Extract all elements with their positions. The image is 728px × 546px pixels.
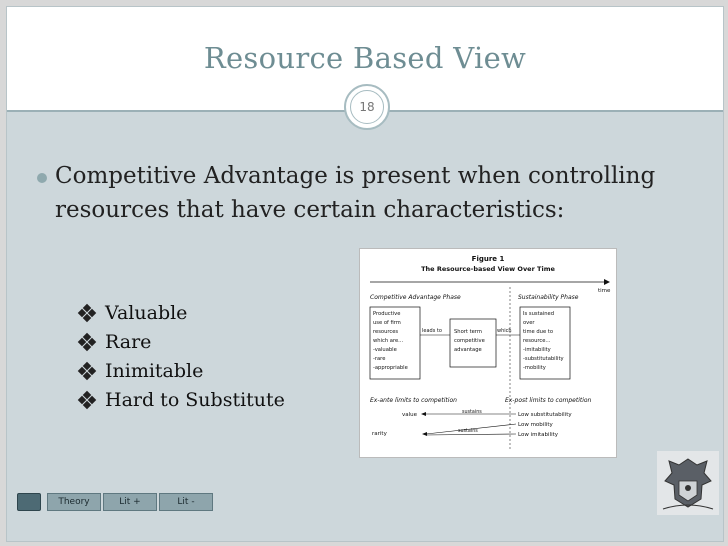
slide (6, 6, 724, 542)
list-item (79, 327, 369, 356)
list-item (79, 298, 369, 327)
diamond-bullet-icon (79, 392, 95, 408)
list-item-label: Valuable (105, 301, 188, 324)
diamond-bullet-icon (79, 334, 95, 350)
leads-to-label: leads to (422, 328, 442, 334)
phase-left-label: Competitive Advantage Phase (370, 294, 461, 301)
phase-right-label: Sustainability Phase (518, 294, 579, 301)
navigation-bar (7, 485, 723, 541)
figure-heading: Figure 1 (471, 255, 505, 263)
value-label: value (402, 412, 418, 418)
main-bullet: Competitive Advantage is present when controlling resources that have certain characteristics: (55, 163, 656, 223)
list-item (79, 385, 369, 414)
time-arrow-icon (604, 279, 610, 285)
page-number-badge (344, 84, 390, 130)
nav-menu-button[interactable] (17, 493, 41, 511)
box-resources-text: Productive use of firm resources which are... -valuable -rare -appropriable (373, 311, 408, 371)
nav-button-lit-minus[interactable]: Lit - (159, 493, 213, 511)
bullet-icon (37, 173, 47, 183)
limits-left-label: Ex-ante limits to competition (370, 397, 457, 404)
resource-based-view-figure (359, 248, 617, 458)
box-advantage-text: Short term competitive advantage (454, 329, 485, 353)
diamond-bullet-icon (79, 305, 95, 321)
nav-button-lit-plus[interactable]: Lit + (103, 493, 157, 511)
page-number: 18 (350, 90, 384, 124)
box-sustained-text: Is sustained over time due to resource... -imitability -substitutability -mobility (523, 311, 564, 371)
sustains-label-2: sustains (458, 429, 478, 434)
which-label: which (497, 328, 512, 334)
low-items-text: Low substitutability Low mobility Low imitability (518, 412, 572, 438)
list-item-label: Rare (105, 330, 152, 353)
sustains-label-1: sustains (462, 410, 482, 415)
rarity-label: rarity (372, 431, 387, 437)
diamond-bullet-icon (79, 363, 95, 379)
nav-button-theory[interactable]: Theory (47, 493, 101, 511)
list-item-label: Inimitable (105, 359, 204, 382)
figure-subheading: The Resource-based View Over Time (421, 265, 555, 273)
characteristics-list (79, 298, 369, 414)
limits-right-label: Ex-post limits to competition (505, 397, 592, 404)
list-item-label: Hard to Substitute (105, 388, 285, 411)
slide-title: Resource Based View (203, 41, 527, 75)
list-item (79, 356, 369, 385)
time-label: time (598, 288, 611, 294)
